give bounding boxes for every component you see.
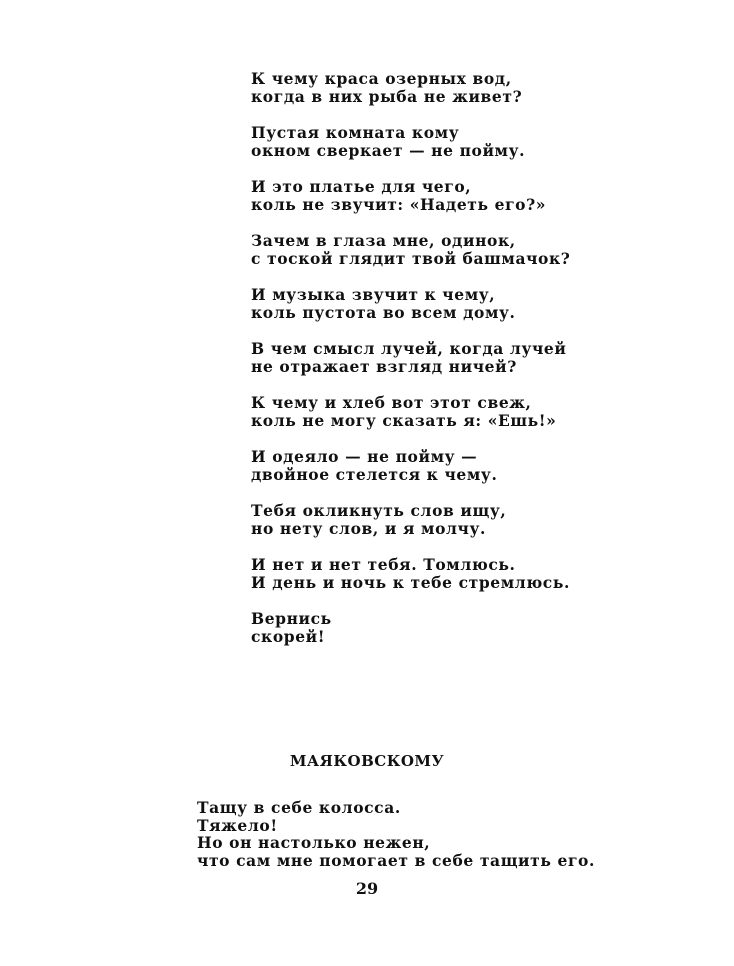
poem-line: коль не звучит: «Надеть его?»: [251, 194, 547, 214]
poem-line: окном сверкает — не пойму.: [251, 140, 526, 160]
poem-line: двойное стелется к чему.: [251, 464, 498, 484]
poem-line: скорей!: [251, 626, 326, 646]
poem-line: В чем смысл лучей, когда лучей: [251, 339, 567, 358]
poem-line: И одеяло — не пойму —: [251, 447, 478, 466]
poem-line: с тоской глядит твой башмачок?: [251, 248, 571, 268]
stanza-5: [251, 286, 671, 321]
poem-line: И музыка звучит к чему,: [251, 285, 496, 304]
poem-line: Зачем в глаза мне, одинок,: [251, 231, 516, 250]
stanza-8: [251, 448, 671, 483]
poem-line: И день и ночь к тебе стремлюсь.: [251, 572, 570, 592]
poem-line: И нет и нет тебя. Томлюсь.: [251, 555, 516, 574]
stanza-4: [251, 232, 671, 267]
stanza-11: [251, 610, 671, 645]
poem-line: коль пустота во всем дому.: [251, 302, 516, 322]
poem-line: Тяжело!: [197, 815, 278, 835]
poem-line: Тащу в себе колосса.: [197, 798, 401, 817]
stanza-7: [251, 394, 671, 429]
stanza-10: [251, 556, 671, 591]
poem-line: И это платье для чего,: [251, 177, 472, 196]
stanza-3: [251, 178, 671, 213]
poem-title: МАЯКОВСКОМУ: [289, 752, 445, 770]
poem-line: что сам мне помогает в себе тащить его.: [197, 850, 595, 870]
poem-stanzas: [251, 70, 671, 664]
poem-line: но нету слов, и я молчу.: [251, 518, 487, 538]
poem-line: Тебя окликнуть слов ищу,: [251, 501, 507, 520]
poem-body: [197, 799, 667, 869]
poem-line: К чему краса озерных вод,: [251, 69, 512, 88]
poem-line: когда в них рыба не живет?: [251, 86, 523, 106]
poem-line: Пустая комната кому: [251, 123, 460, 142]
stanza-9: [251, 502, 671, 537]
poem-line: не отражает взгляд ничей?: [251, 356, 517, 376]
page-number: 29: [355, 879, 379, 898]
stanza-2: [251, 124, 671, 159]
poem-line: коль не могу сказать я: «Ешь!»: [251, 410, 557, 430]
stanza-1: [251, 70, 671, 105]
poem-line: К чему и хлеб вот этот свеж,: [251, 393, 532, 412]
stanza-6: [251, 340, 671, 375]
poem-line: Но он настолько нежен,: [197, 833, 431, 852]
poem-line: Вернись: [251, 609, 332, 628]
